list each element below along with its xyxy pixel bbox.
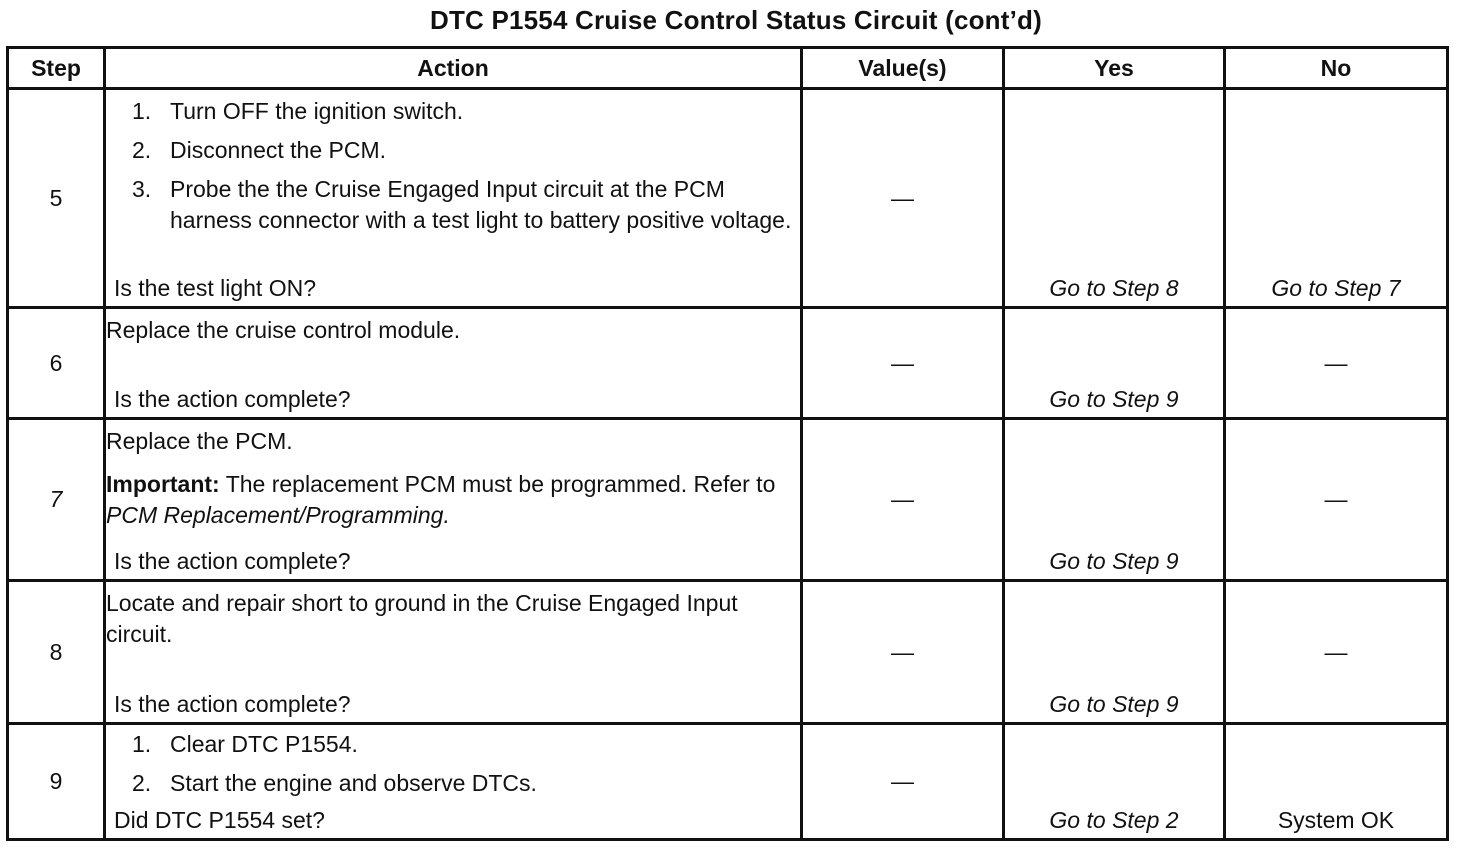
list-item-number: 2. [132,137,152,163]
action-steps-list [106,729,800,799]
list-item-number: 2. [132,770,152,796]
list-item [106,768,800,799]
important-text: The replacement PCM must be programmed. Refer to [219,471,776,497]
table-row-step-8 [8,581,1448,724]
step-number: 5 [8,89,105,308]
list-item-text: Disconnect the PCM. [170,137,387,163]
yes-cell [1004,308,1225,419]
action-cell [105,308,802,419]
action-question: Is the action complete? [114,548,351,574]
column-header-action: Action [105,48,802,89]
list-item-text: Turn OFF the ignition switch. [170,98,464,124]
step-number: 8 [8,581,105,724]
value-cell: — [802,89,1004,308]
action-question: Did DTC P1554 set? [114,807,325,833]
page-title: DTC P1554 Cruise Control Status Circuit (cont’d) [429,5,1042,35]
action-cell [105,419,802,581]
table-row-step-5 [8,89,1448,308]
list-item-number: 1. [132,98,152,124]
yes-link[interactable]: Go to Step 9 [1049,691,1179,717]
action-steps-list [106,96,800,236]
table-row-step-9 [8,724,1448,840]
column-header-no: No [1225,48,1448,89]
action-text: Replace the cruise control module. [106,317,461,343]
no-cell: — [1225,581,1448,724]
yes-cell [1004,419,1225,581]
action-question: Is the action complete? [114,386,351,412]
column-header-values: Value(s) [802,48,1004,89]
table-row-step-7 [8,419,1448,581]
yes-link[interactable]: Go to Step 9 [1049,386,1179,412]
list-item-text: Clear DTC P1554. [170,731,358,757]
no-cell [1225,89,1448,308]
action-question: Is the test light ON? [114,275,316,301]
important-note [106,469,800,531]
list-item-number: 1. [132,731,152,757]
column-header-step: Step [8,48,105,89]
value-cell: — [802,419,1004,581]
no-link[interactable]: Go to Step 7 [1271,275,1401,301]
reference-link[interactable]: PCM Replacement/Programming. [106,502,450,528]
yes-link[interactable]: Go to Step 2 [1049,807,1179,833]
action-cell [105,89,802,308]
no-cell [1225,724,1448,840]
table-header-row [8,48,1448,89]
action-cell [105,724,802,840]
important-label: Important: [106,471,220,497]
list-item [106,135,800,166]
list-item [106,174,800,236]
column-header-yes: Yes [1004,48,1225,89]
yes-cell [1004,581,1225,724]
action-question: Is the action complete? [114,691,351,717]
list-item-text: Probe the the Cruise Engaged Input circuit at the PCM harness connector with a test light to battery positive voltage. [170,176,792,233]
yes-link[interactable]: Go to Step 8 [1049,275,1179,301]
table-row-step-6 [8,308,1448,419]
yes-cell [1004,89,1225,308]
value-cell: — [802,581,1004,724]
no-result: System OK [1277,807,1395,833]
step-number: 7 [8,419,105,581]
step-number: 9 [8,724,105,840]
yes-link[interactable]: Go to Step 9 [1049,548,1179,574]
diagnostic-table [6,46,1449,841]
value-cell: — [802,308,1004,419]
no-cell: — [1225,419,1448,581]
value-cell: — [802,724,1004,840]
list-item-number: 3. [132,176,152,202]
action-cell [105,581,802,724]
no-cell: — [1225,308,1448,419]
list-item [106,96,800,127]
yes-cell [1004,724,1225,840]
action-text: Replace the PCM. [106,428,293,454]
step-number: 6 [8,308,105,419]
list-item-text: Start the engine and observe DTCs. [170,770,537,796]
list-item [106,729,800,760]
action-text: Locate and repair short to ground in the Cruise Engaged Input circuit. [106,590,738,647]
